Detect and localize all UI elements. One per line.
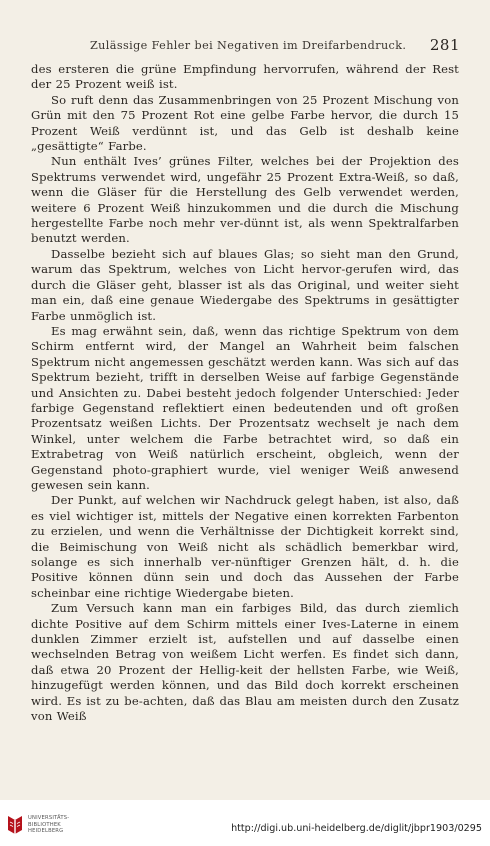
paragraph: Nun enthält Ives’ grünes Filter, welches bei der Projektion des Spektrums verwendet wird, ungefähr 25 Prozent Extra-Weiß, so daß, wenn die Gläser für die Herstellung des Gelb verwendet werden, weitere 6 Prozent Weiß hinzukommen und die durch die Mischung hergestellte Farbe noch mehr ver-dünnt ist, als wenn Spektralfarben benutzt werden. <box>31 154 459 246</box>
digitization-footer <box>0 800 490 846</box>
digital-copy-url-link[interactable]: http://digi.ub.uni-heidelberg.de/diglit/jbpr1903/0295 <box>231 823 482 834</box>
running-title: Zulässige Fehler bei Negativen im Dreifarbendruck. <box>90 39 407 52</box>
paragraph: des ersteren die grüne Empfindung hervorrufen, während der Rest der 25 Prozent weiß ist. <box>31 62 459 92</box>
library-logo-text <box>28 815 69 835</box>
paragraph: Dasselbe bezieht sich auf blaues Glas; so sieht man den Grund, warum das Spektrum, welches von Licht hervor-gerufen wird, das durch die Gläser geht, blasser ist als das Original, und weiter sieht man ein, daß eine genaue Wiedergabe des Spektrums in gesättigter Farbe unmöglich ist. <box>31 246 459 323</box>
paragraph: Es mag erwähnt sein, daß, wenn das richtige Spektrum von dem Schirm entfernt wird, der Mangel an Wahrheit beim falschen Spektrum nicht angemessen geschätzt werden kann. Was sich auf das Spektrum bezieht, trifft in derselben Weise auf farbige Gegenstände und Ansichten zu. Dabei besteht jedoch folgender Unterschied: Jeder farbige Gegenstand reflektiert einen bedeutenden und oft großen Prozentsatz weißen Lichts. Der Prozentsatz wechselt je nach dem Winkel, unter welchem die Farbe betrachtet wird, so daß ein Extrabetrag von Weiß natürlich erscheint, obgleich, wenn der Gegenstand photo-graphiert wurde, viel weniger Weiß anwesend gewesen sein kann. <box>31 323 459 492</box>
logo-line: UNIVERSITÄTS- <box>28 815 70 821</box>
library-logo-icon <box>6 814 24 836</box>
logo-line: HEIDELBERG <box>28 828 64 835</box>
paragraph: Zum Versuch kann man ein farbiges Bild, das durch ziemlich dichte Positive auf dem Schirm mittels einer Ives-Laterne in einem dunklen Zimmer erzielt ist, aufstellen und auf dasselbe einen wechselnden Betrag von weißem Licht werfen. Es findet sich dann, daß etwa 20 Prozent der Hellig-keit der hellsten Farbe, wie Weiß, hinzugefügt werden können, und das Bild doch korrekt erscheinen wird. Es ist zu be-achten, daß das Blau am meisten durch den Zusatz von Weiß <box>31 601 459 724</box>
logo-line: BIBLIOTHEK <box>28 821 61 828</box>
page-header <box>30 38 460 56</box>
paragraph: So ruft denn das Zusammenbringen von 25 Prozent Mischung von Grün mit den 75 Prozent Rot eine gelbe Farbe hervor, die durch 15 Prozent Weiß verdünnt ist, und das Gelb ist deshalb keine „gesättigte“ Farbe. <box>31 92 459 154</box>
body-text <box>31 62 459 724</box>
library-logo[interactable] <box>6 812 68 840</box>
paragraph: Der Punkt, auf welchen wir Nachdruck gelegt haben, ist also, daß es viel wichtiger ist, mittels der Negative einen korrekten Farbenton zu erzielen, und wenn die Verhältnisse der Dichtigkeit korrekt sind, die Beimischung von Weiß nicht als schädlich bemerkbar wird, solange es sich innerhalb ver-nünftiger Grenzen hält, d. h. die Positive können dünn sein und doch das Aussehen der Farbe scheinbar eine richtige Wiedergabe bieten. <box>31 493 459 600</box>
page-number: 281 <box>429 36 460 54</box>
